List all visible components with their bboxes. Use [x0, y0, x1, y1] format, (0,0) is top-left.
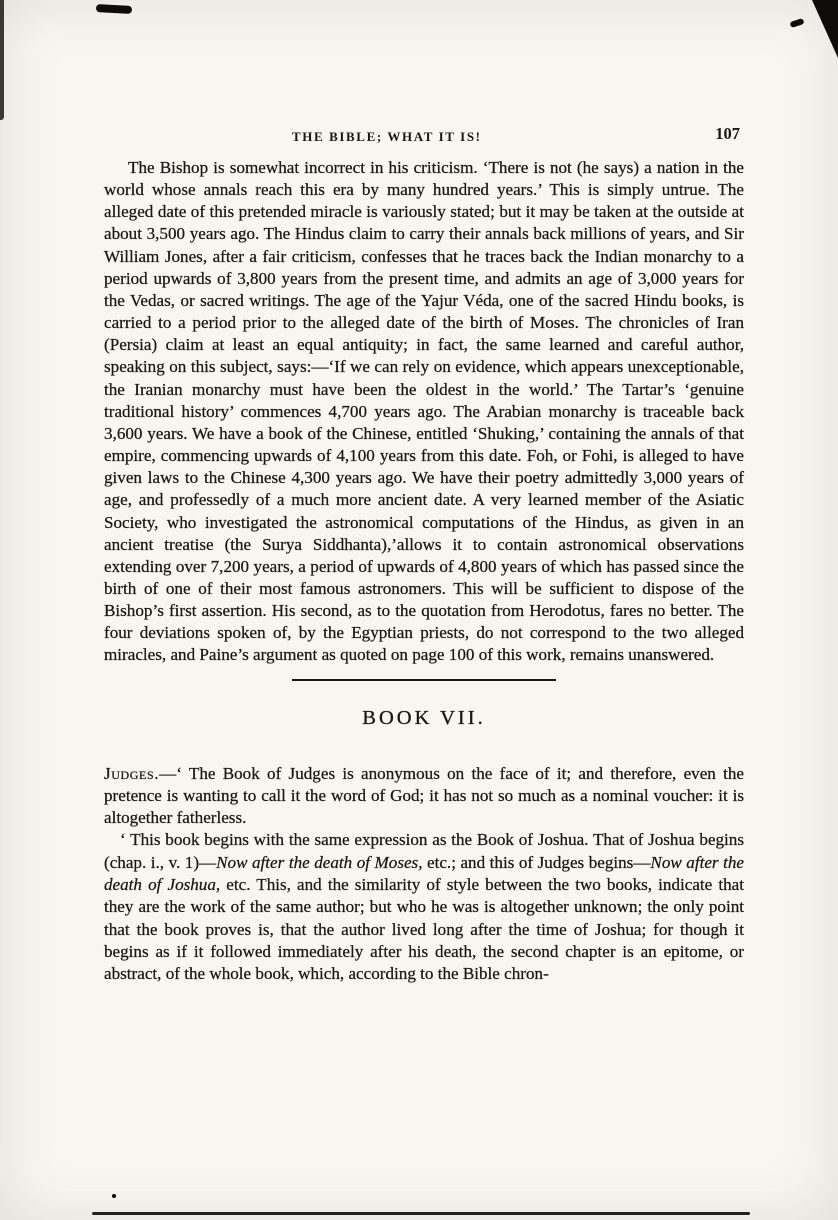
scan-artifact-top-right-dash: [789, 18, 804, 28]
judges-paragraph-2: [104, 829, 744, 985]
paragraph-run-italic: Now after the death of Moses,: [216, 852, 423, 872]
running-head: [104, 126, 744, 148]
scan-artifact-bottom-line: [92, 1212, 750, 1215]
scan-artifact-top-left: [96, 4, 132, 14]
paragraph-run-italic: Now after the death of Joshua,: [104, 852, 744, 895]
paragraph-run: etc.; and this of Judges begins—: [422, 852, 651, 872]
scan-artifact-top-right-corner: [812, 0, 838, 58]
section-divider-rule: [292, 679, 556, 681]
paragraph-run: etc. This, and the similarity of style between the two books, indicate that they are the work of the same author; but who he was is altogether unknown; the only point that the book proves is, that the author lived long after the time of Joshua; for though it begins as if it followed immediately after his death, the second chapter is an epitome, or abstract, of the whole book, which, according to the Bible chron-: [104, 875, 744, 984]
page-content: [104, 126, 744, 986]
running-head-title: THE BIBLE; WHAT IT IS!: [292, 129, 482, 144]
judges-paragraph-1-text: —‘ The Book of Judges is anonymous on the face of it; and therefore, even the pretence is wanting to call it the word of God; it has not so much as a nominal voucher: it is altogether fatherless.: [104, 763, 744, 828]
scan-artifact-bottom-dot: [112, 1194, 116, 1198]
judges-text-block: [104, 763, 744, 986]
book-heading: BOOK VII.: [362, 706, 486, 729]
page-number: 107: [715, 124, 740, 143]
main-paragraph: The Bishop is somewhat incorrect in his criticism. ‘There is not (he says) a nation in the world whose annals reach this era by many hundred years.’ This is simply untrue. The alleged date of this pretended miracle is variously stated; but it may be taken at the outside at about 3,500 years ago. The Hindus claim to carry their annals back millions of years, and Sir William Jones, after a fair criticism, confesses that he traces back the Indian monarchy to a period upwards of 3,800 years from the present time, and admits an age of 3,000 years for the Vedas, or sacred writings. The age of the Yajur Véda, one of the sacred Hindu books, is carried to a period prior to the alleged date of the birth of Moses. The chronicles of Iran (Persia) claim at least an equal antiquity; in fact, the same learned and careful author, speaking on this subject, says:—‘If we can rely on evidence, which appears unexceptionable, the Iranian monarchy must have been the oldest in the world.’ The Tartar’s ‘genuine traditional history’ commences 4,700 years ago. The Arabian monarchy is traceable back 3,600 years. We have a book of the Chinese, entitled ‘Shuking,’ containing the annals of that empire, commencing upwards of 4,100 years from this date. Foh, or Fohi, is alleged to have given laws to the Chinese 4,300 years ago. We have their poetry admittedly 3,000 years of age, and professedly of a much more ancient date. A very learned member of the Asiatic Society, who investigated the astronomical computations of the Hindus, as given in an ancient treatise (the Surya Siddhanta),’allows it to contain astronomical observations extending over 7,200 years, a period of upwards of 4,800 years of which has passed since the birth of one of their most famous astronomers. This will be sufficient to dispose of the Bishop’s first assertion. His second, as to the quotation from Herodotus, fares no better. The four deviations spoken of, by the Egyptian priests, do not correspond to the two alleged miracles, and Paine’s argument as quoted on page 100 of this work, remains unanswered.: [104, 158, 744, 665]
main-text-block: [104, 157, 744, 667]
judges-paragraph-1: [104, 763, 744, 830]
paragraph-run: ‘ This book begins with the same expression as the Book of Joshua. That of Joshua begins (chap. i., v. 1)—: [104, 830, 744, 872]
scan-artifact-left-edge: [0, 0, 4, 120]
judges-lead-smallcaps: Judges.: [104, 763, 160, 783]
